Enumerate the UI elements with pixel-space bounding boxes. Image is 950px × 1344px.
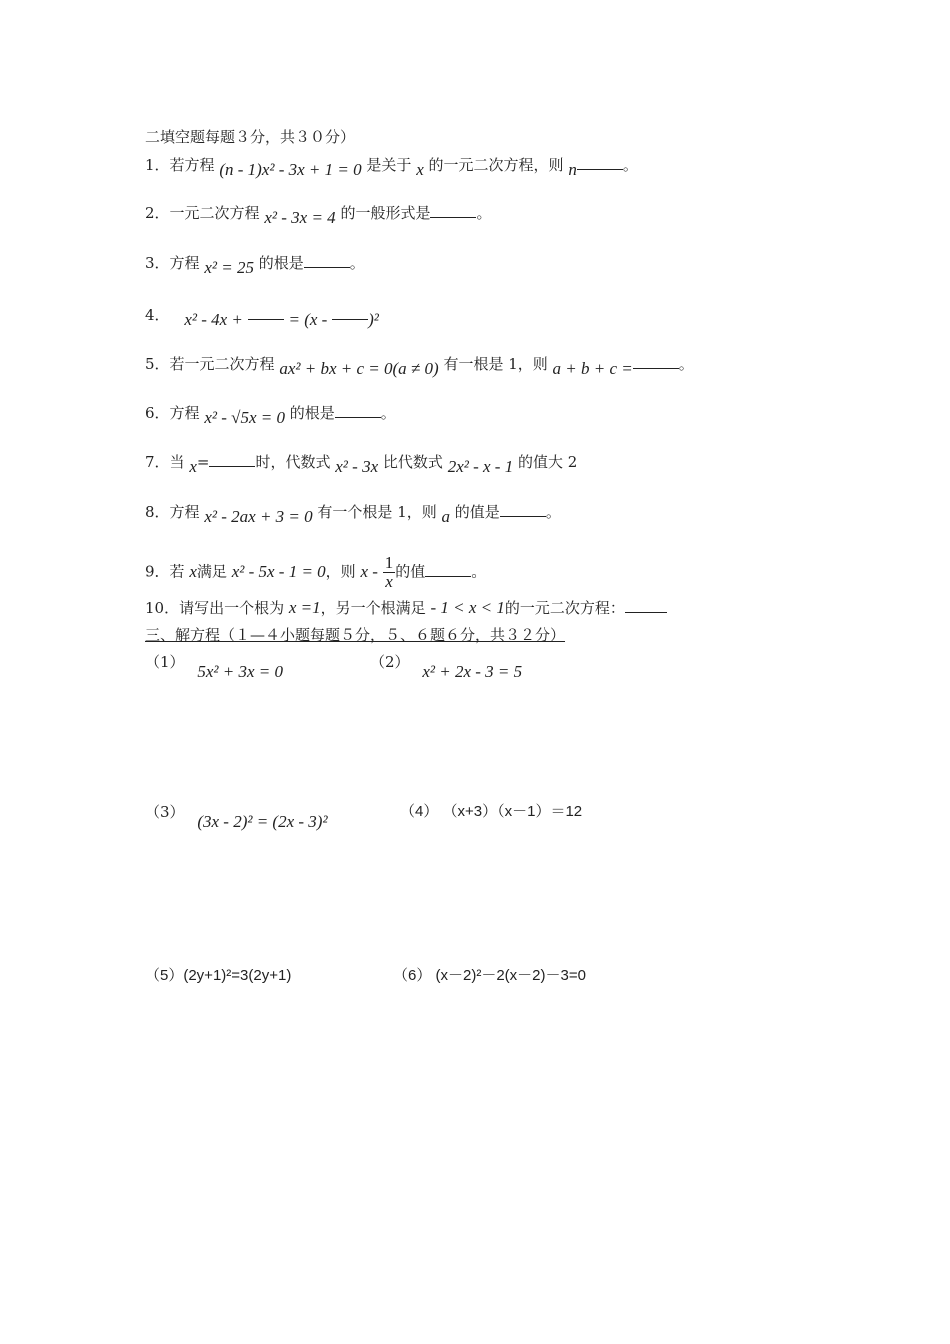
q-end: 。 bbox=[349, 254, 365, 272]
q-text: 满足 bbox=[196, 562, 227, 581]
q-end: 。 bbox=[678, 355, 694, 373]
answer-blank[interactable] bbox=[633, 354, 679, 369]
q-text: 当 bbox=[169, 453, 185, 471]
variable: a bbox=[441, 507, 451, 526]
q-text: 的一元二次方程，则 bbox=[428, 156, 564, 174]
question-2 bbox=[145, 203, 492, 227]
equation: x =1 bbox=[288, 598, 321, 617]
q-text: 请写出一个根为 bbox=[179, 599, 285, 617]
answer-blank[interactable] bbox=[304, 253, 350, 268]
question-4 bbox=[145, 305, 379, 329]
problem-label: （1） bbox=[145, 653, 185, 671]
question-9 bbox=[145, 554, 486, 591]
equation: ax² + bx + c = 0(a ≠ 0) bbox=[279, 359, 439, 378]
q-end: 。 bbox=[545, 503, 561, 521]
answer-blank[interactable] bbox=[332, 305, 368, 320]
question-1 bbox=[145, 155, 638, 179]
q-text: 比代数式 bbox=[382, 453, 443, 471]
q-text: 的值大 2 bbox=[518, 453, 578, 471]
q-text: ，另一个根满足 bbox=[320, 599, 426, 617]
answer-blank[interactable] bbox=[335, 403, 381, 418]
problem-label: （4） bbox=[400, 803, 439, 820]
fraction bbox=[383, 554, 396, 591]
equation-part: = (x - bbox=[288, 310, 328, 329]
equation: (x－2)²－2(x－2)－3=0 bbox=[435, 967, 586, 984]
problem-2 bbox=[370, 652, 523, 681]
fraction-numerator: 1 bbox=[384, 553, 394, 572]
answer-blank[interactable] bbox=[430, 203, 476, 218]
q-number: 1． bbox=[145, 156, 170, 174]
q-number: 10． bbox=[145, 599, 180, 617]
q-end: 。 bbox=[622, 156, 638, 174]
equation: x² = 25 bbox=[204, 258, 254, 277]
section3-title: 三、解方程（１—４小题每题５分，５、６题６分，共３２分） bbox=[145, 626, 566, 644]
equation: x² + 2x - 3 = 5 bbox=[422, 662, 523, 681]
q-text: 若方程 bbox=[169, 156, 215, 174]
q-number: 9． bbox=[145, 562, 170, 581]
variable: n bbox=[568, 160, 577, 179]
q-text: = bbox=[196, 453, 210, 471]
q-text: 若 bbox=[169, 562, 185, 581]
equation: x - bbox=[360, 561, 378, 581]
problem-5 bbox=[145, 966, 291, 986]
q-text: 的一元二次方程： bbox=[504, 599, 625, 617]
equation: x² - √5x = 0 bbox=[204, 408, 285, 427]
q-end: 。 bbox=[471, 562, 487, 581]
variable: x bbox=[416, 160, 424, 179]
q-text: 的值 bbox=[395, 562, 426, 581]
q-number: 4． bbox=[145, 306, 170, 324]
q-text: ，则 bbox=[325, 562, 356, 581]
question-10 bbox=[145, 598, 667, 618]
equation: x² - 2ax + 3 = 0 bbox=[204, 507, 313, 526]
fraction-denominator: x bbox=[385, 572, 393, 591]
q-number: 8． bbox=[145, 503, 170, 521]
question-5 bbox=[145, 354, 694, 378]
equation: x² - 3x bbox=[335, 457, 379, 476]
q-number: 7． bbox=[145, 453, 170, 471]
equation: （x+3）（x－1）＝12 bbox=[442, 803, 583, 820]
q-number: 3． bbox=[145, 254, 170, 272]
q-text: 一元二次方程 bbox=[169, 204, 260, 222]
answer-blank[interactable] bbox=[500, 502, 546, 517]
problem-3 bbox=[145, 802, 328, 831]
q-text: 是关于 bbox=[366, 156, 412, 174]
q-number: 5． bbox=[145, 355, 170, 373]
question-7 bbox=[145, 452, 578, 476]
equation: (n - 1)x² - 3x + 1 = 0 bbox=[219, 160, 362, 179]
answer-blank[interactable] bbox=[209, 452, 255, 467]
q-text: 时，代数式 bbox=[255, 453, 331, 471]
variable: x bbox=[189, 561, 197, 581]
q-text: 的根是 bbox=[258, 254, 304, 272]
equation: (2y+1)²=3(2y+1) bbox=[183, 967, 292, 984]
variable: x bbox=[189, 457, 197, 476]
q-text: 方程 bbox=[169, 503, 200, 521]
question-3 bbox=[145, 253, 365, 277]
answer-blank[interactable] bbox=[248, 305, 284, 320]
problem-4 bbox=[400, 802, 582, 822]
equation: - 1 < x < 1 bbox=[430, 598, 505, 617]
equation: a + b + c = bbox=[552, 359, 633, 378]
q-text: 方程 bbox=[169, 254, 200, 272]
q-number: 6． bbox=[145, 404, 170, 422]
q-text: 的值是 bbox=[454, 503, 500, 521]
equation-part: )² bbox=[368, 310, 379, 329]
equation: x² - 5x - 1 = 0 bbox=[231, 561, 326, 581]
question-6 bbox=[145, 403, 396, 427]
q-text: 的根是 bbox=[289, 404, 335, 422]
q-text: 有一根是 1，则 bbox=[443, 355, 548, 373]
equation: x² - 3x = 4 bbox=[264, 208, 336, 227]
q-text: 的一般形式是 bbox=[340, 204, 431, 222]
q-text: 方程 bbox=[169, 404, 200, 422]
problem-label: （2） bbox=[370, 653, 410, 671]
problem-label: （5） bbox=[145, 967, 184, 984]
q-text: 有一个根是 1，则 bbox=[317, 503, 437, 521]
answer-blank[interactable] bbox=[625, 598, 667, 613]
answer-blank[interactable] bbox=[425, 562, 471, 577]
equation-part: x² - 4x + bbox=[184, 310, 243, 329]
q-end: 。 bbox=[380, 404, 396, 422]
problem-label: （3） bbox=[145, 803, 185, 821]
equation: 5x² + 3x = 0 bbox=[197, 662, 283, 681]
equation: (3x - 2)² = (2x - 3)² bbox=[197, 812, 328, 831]
q-number: 2． bbox=[145, 204, 170, 222]
section2-title: 二填空题每题３分，共３０分） bbox=[145, 128, 356, 146]
question-8 bbox=[145, 502, 561, 526]
q-end: 。 bbox=[476, 204, 492, 222]
problem-6 bbox=[393, 966, 586, 986]
answer-blank[interactable] bbox=[577, 155, 623, 170]
problem-1 bbox=[145, 652, 283, 681]
q-text: 若一元二次方程 bbox=[169, 355, 275, 373]
equation: 2x² - x - 1 bbox=[447, 457, 514, 476]
problem-label: （6） bbox=[393, 967, 432, 984]
